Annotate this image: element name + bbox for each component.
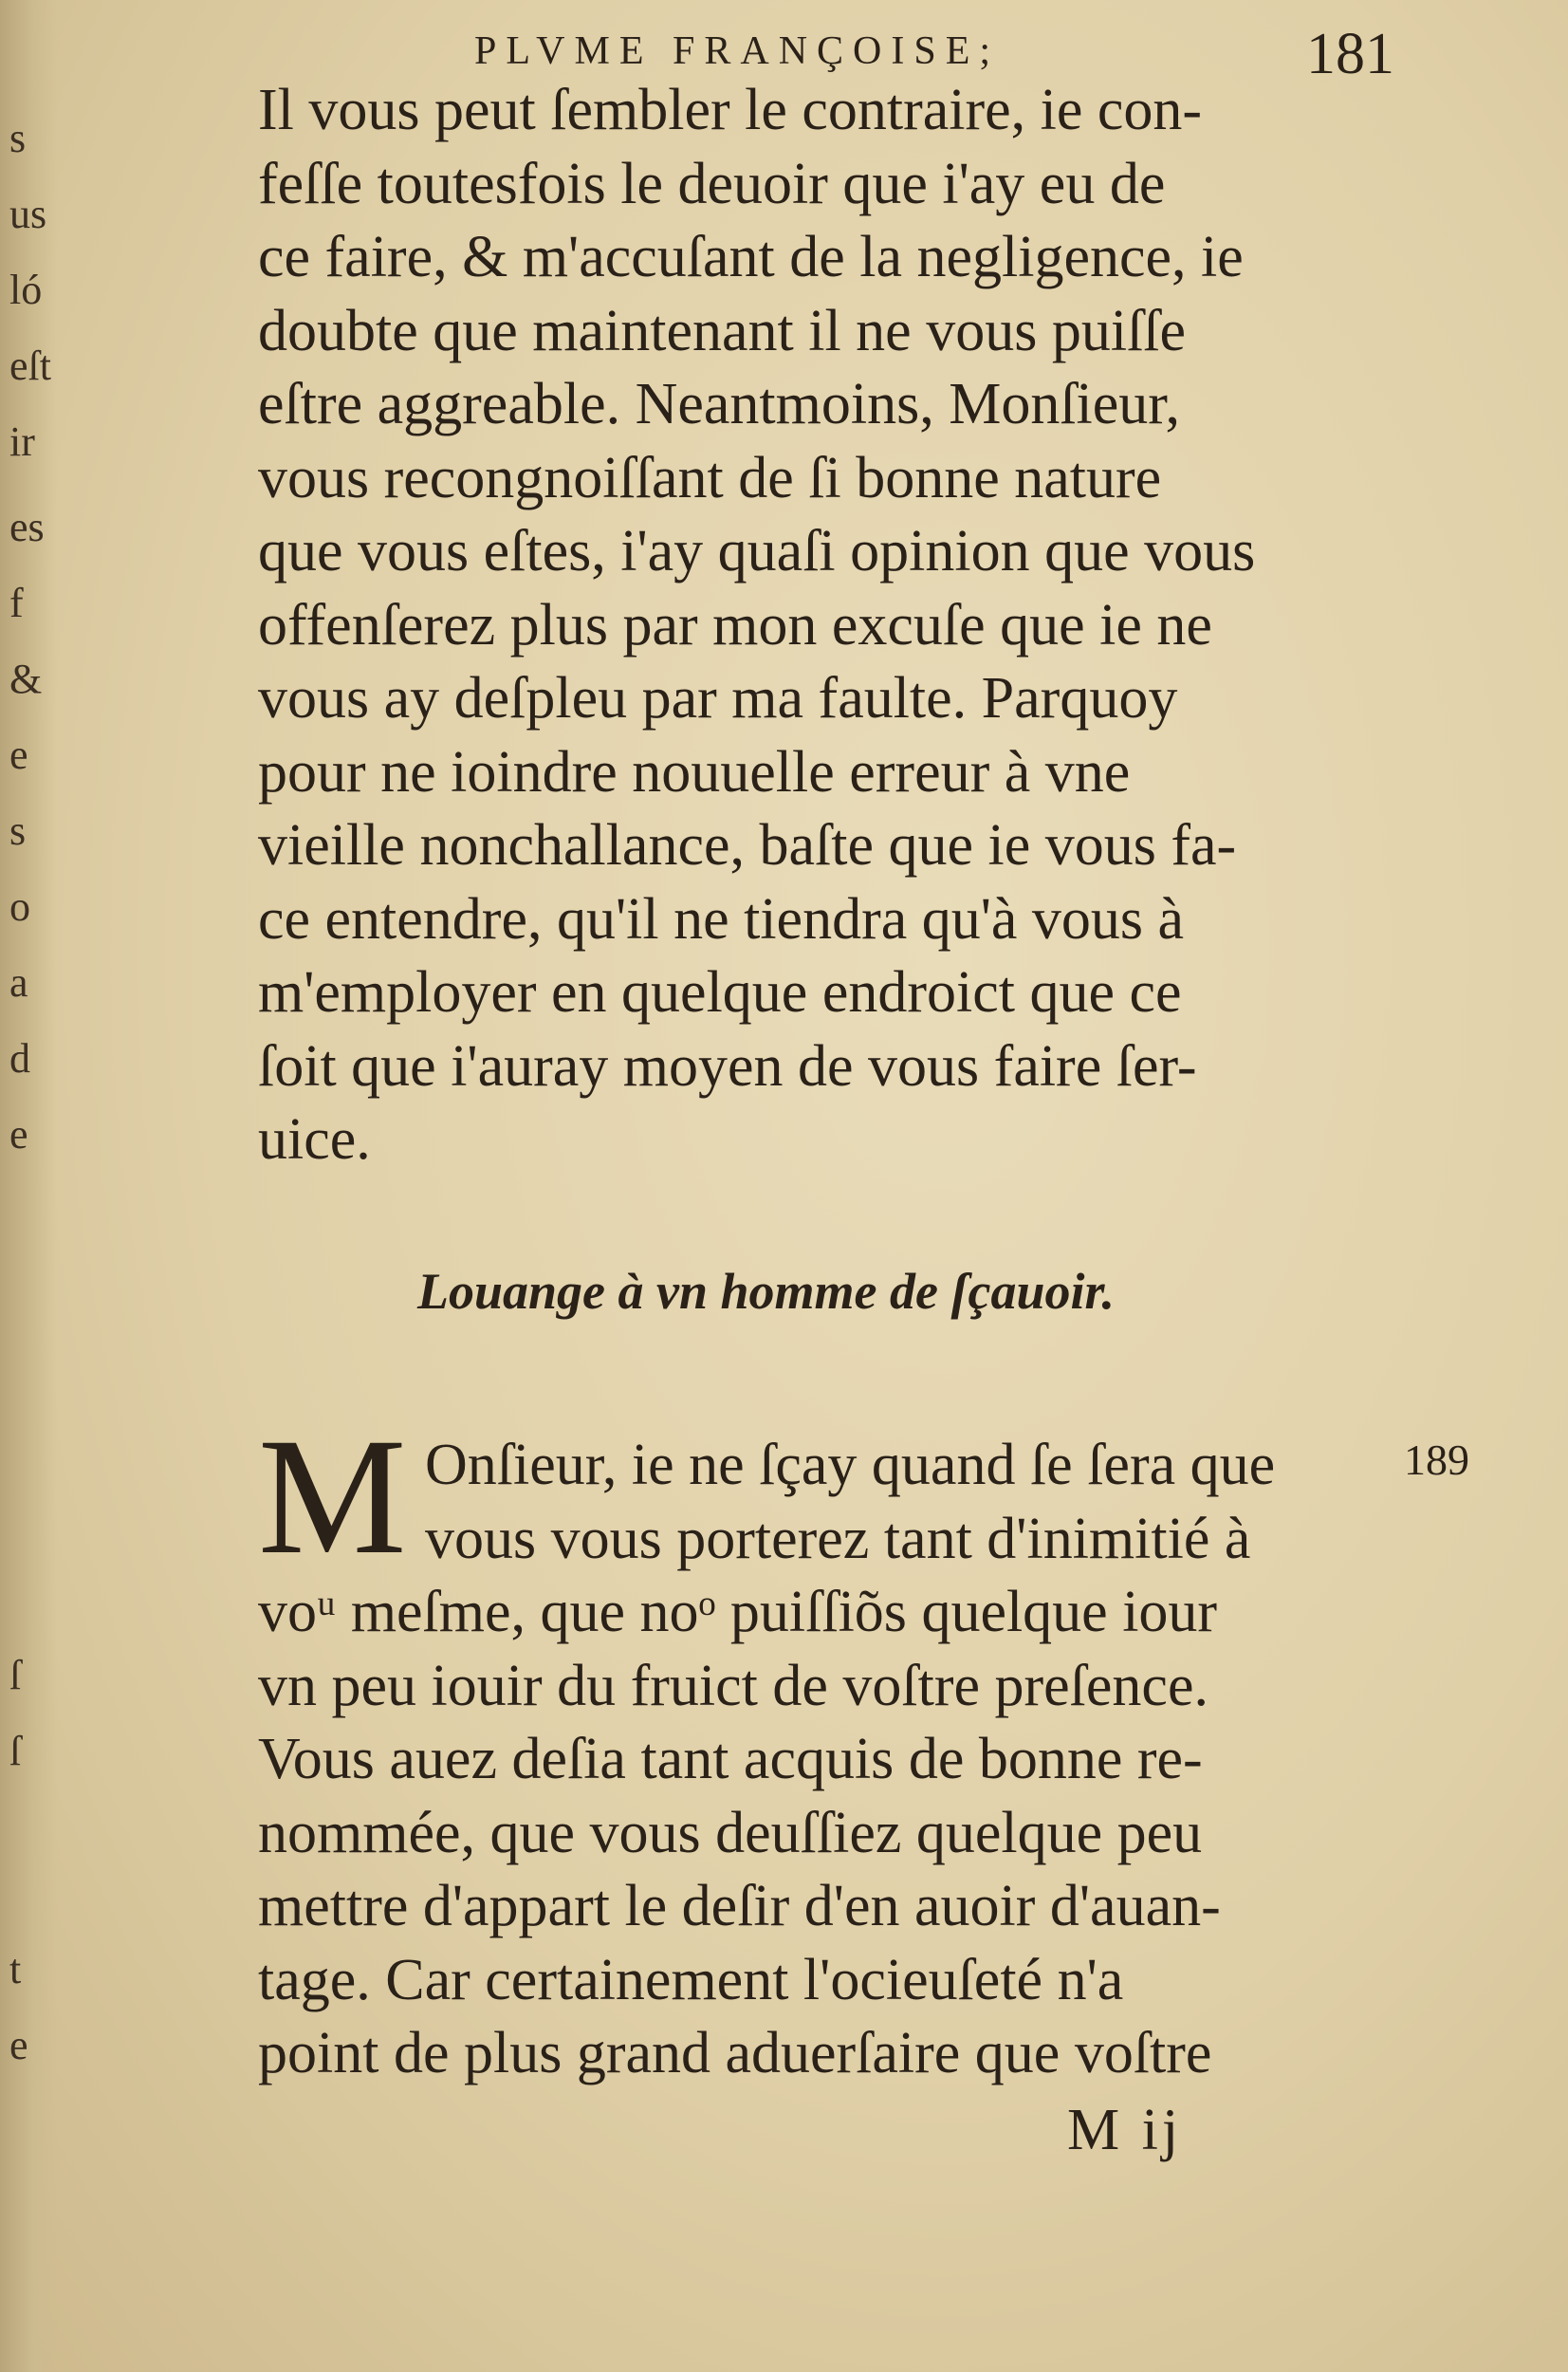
section-heading: Louange à vn homme de ſçauoir.: [417, 1263, 1116, 1320]
gutter-fragment: ir: [9, 418, 35, 465]
text-line: vous recongnoiſſant de ſi bonne nature: [258, 445, 1162, 510]
paragraph-continued: [258, 74, 1396, 1177]
gutter-fragment: o: [9, 883, 30, 930]
gutter-fragment: eſt: [9, 343, 51, 389]
text-line: ſoit que i'auray moyen de vous faire ſer-: [258, 1033, 1197, 1099]
gutter-fragment: ſ: [9, 1728, 22, 1774]
page-number: 181: [1306, 22, 1394, 86]
drop-cap: M: [258, 1404, 407, 1589]
text-line: que vous eſtes, i'ay quaſi opinion que vous: [258, 519, 1256, 584]
signature-mark: M ij: [1067, 2098, 1183, 2162]
text-line: vous ay deſpleu par ma faulte. Parquoy: [258, 666, 1178, 731]
text-line: nommée, que vous deuſſiez quelque peu: [258, 1800, 1203, 1865]
text-line: uice.: [258, 1107, 371, 1172]
gutter-fragment: e: [9, 732, 28, 778]
gutter-fragment: e: [9, 2022, 28, 2068]
gutter-fragment: s: [9, 807, 27, 854]
text-line: pour ne ioindre nouuelle erreur à vne: [258, 739, 1131, 805]
gutter-fragment: a: [9, 959, 28, 1006]
text-line: mettre d'appart le deſir d'en auoir d'auan-: [258, 1874, 1221, 1938]
gutter-fragment: s: [9, 115, 27, 161]
text-line: eſtre aggreable. Neantmoins, Monſieur,: [258, 372, 1180, 436]
text-line: point de plus grand aduerſaire que voſtre: [258, 2021, 1212, 2085]
gutter-fragment: ló: [9, 267, 43, 313]
gutter-fragment: ſ: [9, 1652, 22, 1698]
text-line: feſſe toutesfois le deuoir que i'ay eu de: [258, 151, 1166, 216]
gutter-fragment: es: [9, 504, 45, 550]
text-line: vn peu iouir du fruict de voſtre preſence.: [258, 1653, 1208, 1718]
text-line: Onſieur, ie ne ſçay quand ſe ſera que: [425, 1433, 1276, 1497]
text-line: tage. Car certainement l'ocieuſeté n'a: [258, 1947, 1124, 2012]
running-title: PLVME FRANÇOISE;: [474, 29, 1001, 73]
gutter-fragment: &: [9, 656, 43, 702]
text-line: Vous auez deſia tant acquis de bonne re-: [258, 1727, 1203, 1791]
gutter-fragment: d: [9, 1035, 30, 1082]
text-line: vous vous porterez tant d'inimitié à: [425, 1506, 1251, 1571]
text-line: ce entendre, qu'il ne tiendra qu'à vous à: [258, 886, 1185, 952]
gutter-fragment: e: [9, 1111, 28, 1158]
margin-note-number: 189: [1404, 1436, 1469, 1484]
gutter-fragment: us: [9, 191, 47, 237]
letter-body: [258, 1428, 1396, 2090]
facing-page-gutter: [0, 0, 57, 2372]
text-line: voᵘ meſme, que noᵒ puiſſiõs quelque iour: [258, 1580, 1218, 1644]
gutter-fragment: t: [9, 1946, 22, 1992]
text-line: doubte que maintenant il ne vous puiſſe: [258, 298, 1187, 363]
text-line: Il vous peut ſembler le contraire, ie con-: [258, 78, 1203, 142]
text-line: vieille nonchallance, baſte que ie vous fa-: [258, 813, 1237, 878]
text-line: offenſerez plus par mon excuſe que ie ne: [258, 592, 1212, 658]
text-line: m'employer en quelque endroict que ce: [258, 960, 1182, 1025]
text-line: ce faire, & m'accuſant de la negligence, ie: [258, 225, 1244, 289]
gutter-fragment: f: [9, 580, 24, 626]
